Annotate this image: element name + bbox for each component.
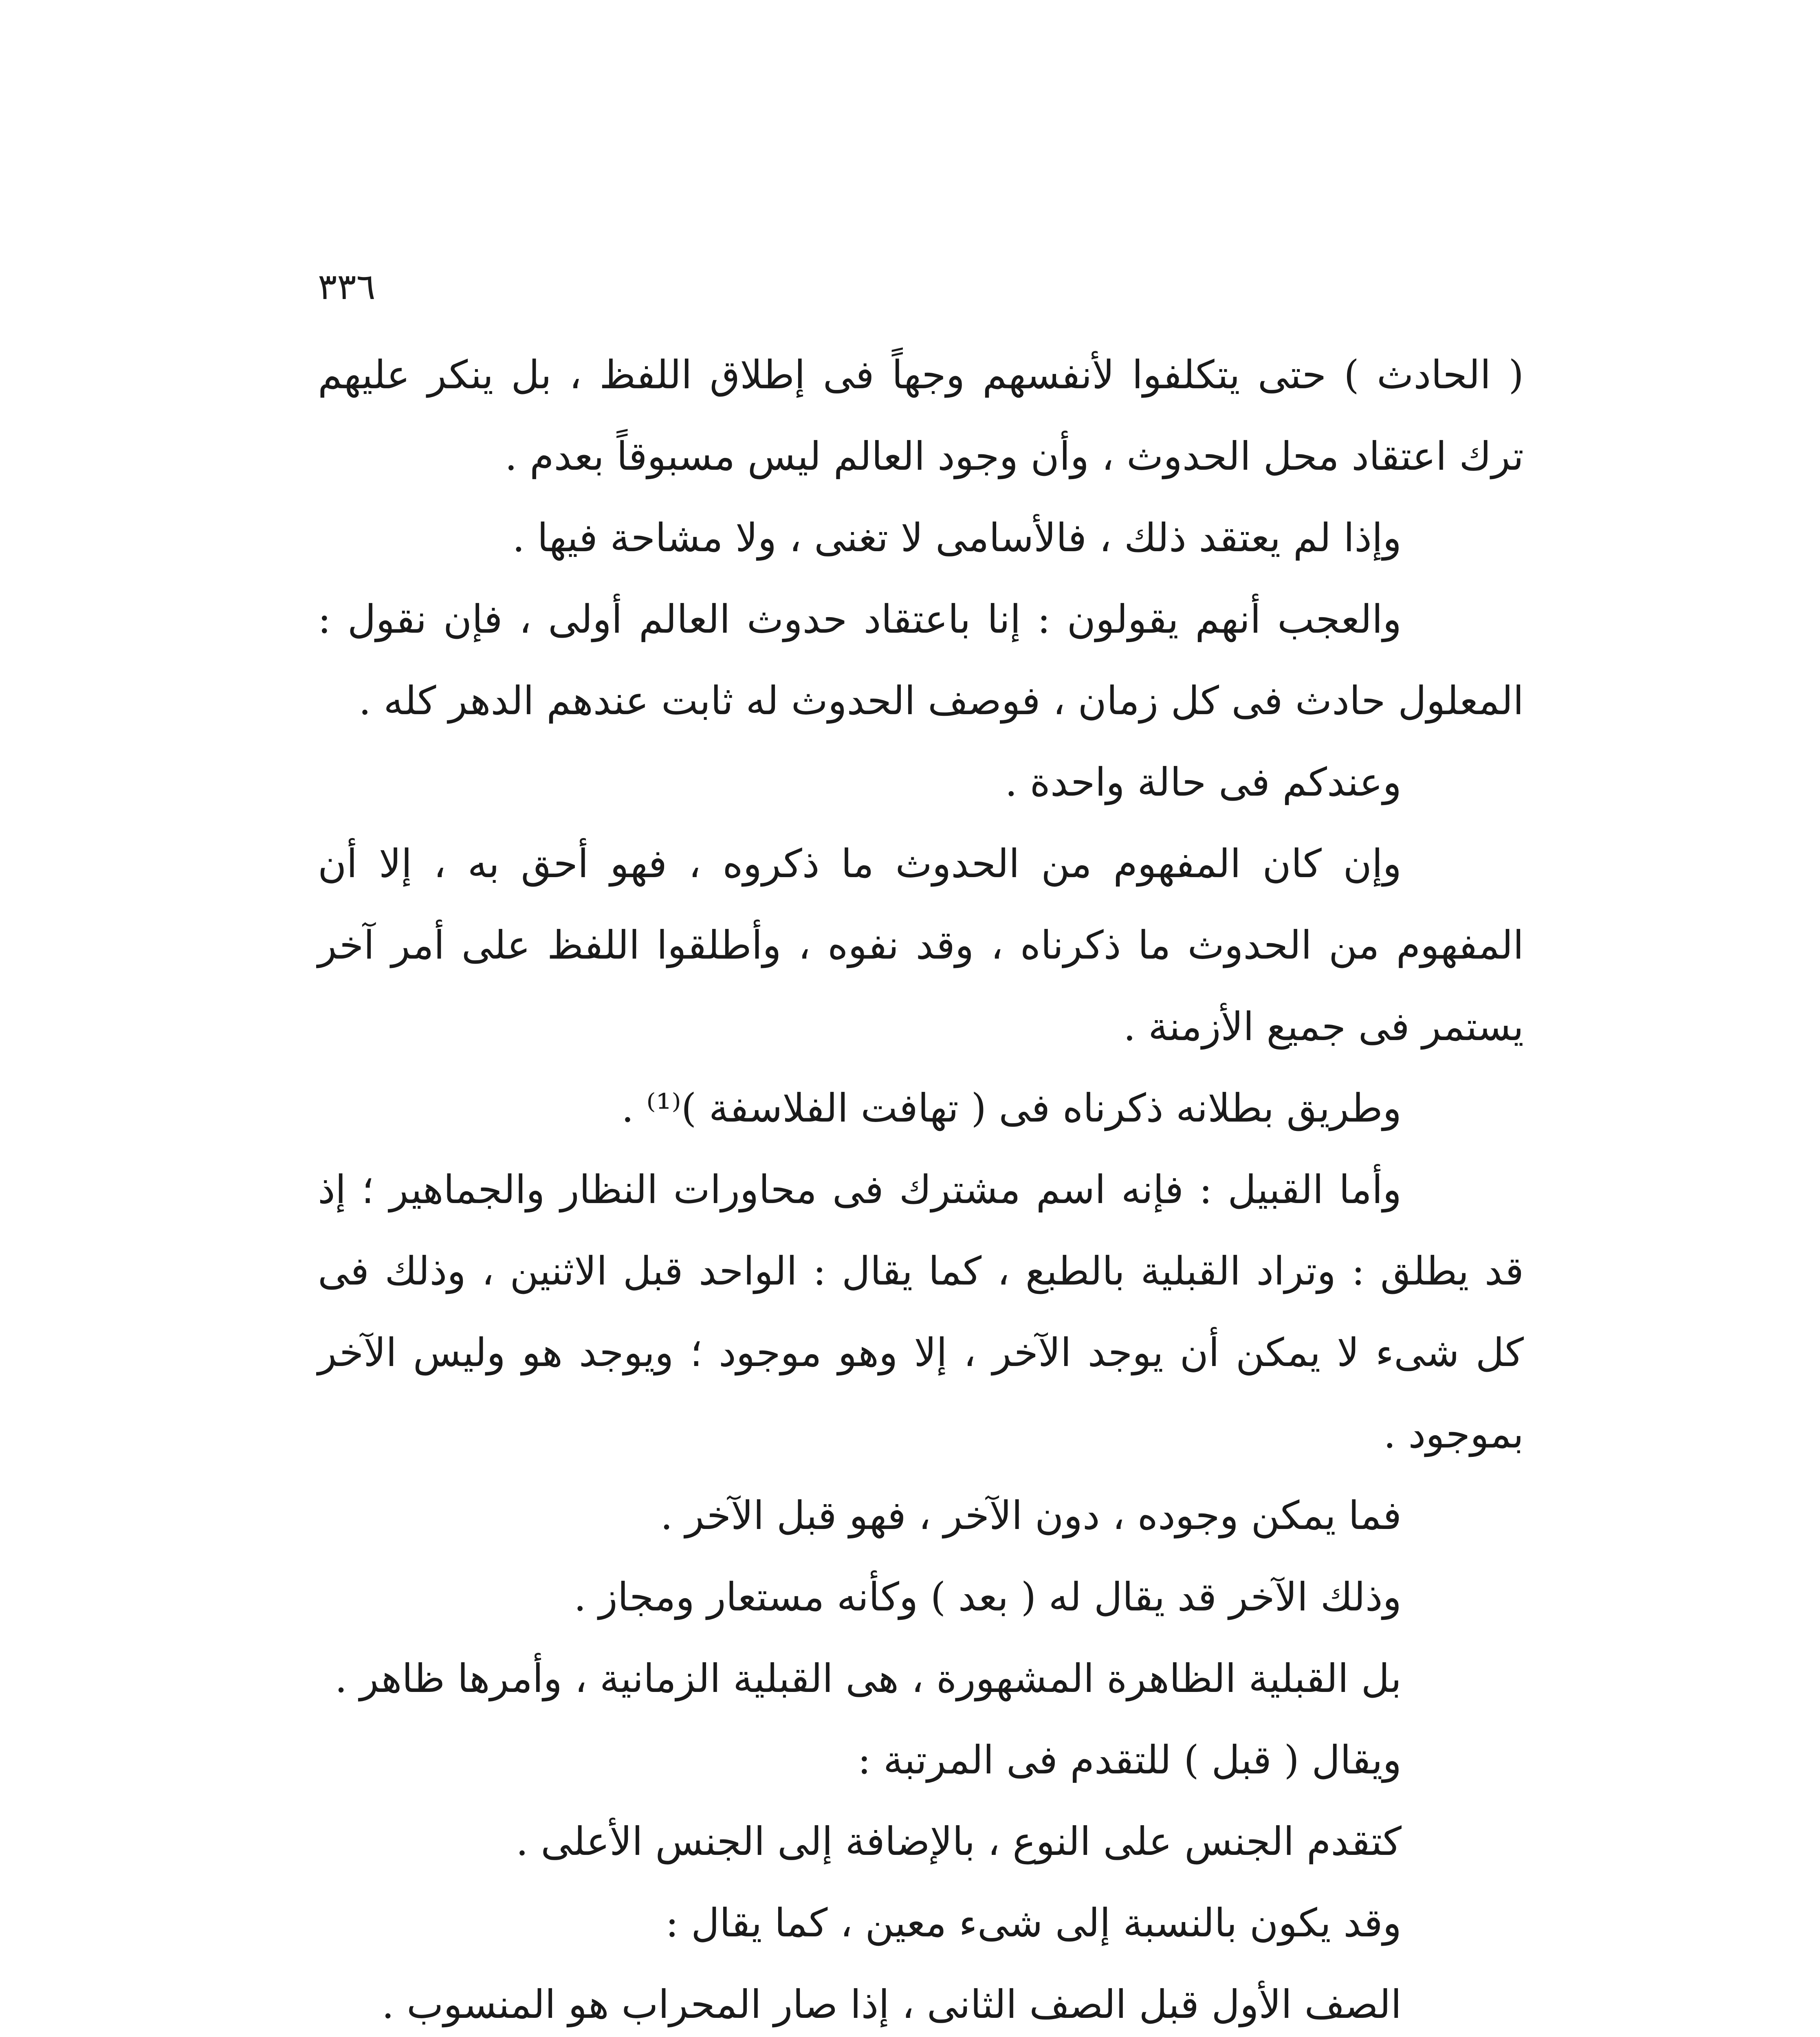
paragraph: ويقال ( قبل ) للتقدم فى المرتبة :	[858, 1737, 1402, 1783]
paragraph: وذلك الآخر قد يقال له ( بعد ) وكأنه مستعار ومجاز .	[574, 1574, 1402, 1620]
body-text	[318, 334, 1524, 2037]
paragraph: وإذا لم يعتقد ذلك ، فالأسامى لا تغنى ، ولا مشاحة فيها .	[512, 515, 1402, 561]
paragraph: والعجب أنهم يقولون : إنا باعتقاد حدوث العالم أولى ، فإن نقول : المعلول حادث فى كل زمان ، فوصف الحدوث له ثابت عندهم الدهر كله .	[318, 596, 1524, 724]
paragraph: وقد يكون بالنسبة إلى شىء معين ، كما يقال :	[665, 1900, 1402, 1946]
paragraph: الصف الأول قبل الصف الثانى ، إذا صار المحراب هو المنسوب .	[381, 1982, 1402, 2027]
paragraph: ( الحادث ) حتى يتكلفوا لأنفسهم وجهاً فى إطلاق اللفظ ، بل ينكر عليهم ترك اعتقاد محل الحدوث ، وأن وجود العالم ليس مسبوقاً بعدم .	[318, 352, 1524, 479]
paragraph-with-footnote-ref: وطريق بطلانه ذكرناه فى ( تهافت الفلاسفة )⁽¹⁾ .	[621, 1085, 1402, 1131]
paragraph: وإن كان المفهوم من الحدوث ما ذكروه ، فهو أحق به ، إلا أن المفهوم من الحدوث ما ذكرناه ، وقد نفوه ، وأطلقوا اللفظ على أمر آخر يستمر فى جميع الأزمنة .	[318, 841, 1524, 1049]
paragraph: بل القبلية الظاهرة المشهورة ، هى القبلية الزمانية ، وأمرها ظاهر .	[335, 1656, 1402, 1701]
paragraph: كتقدم الجنس على النوع ، بالإضافة إلى الجنس الأعلى .	[516, 1819, 1402, 1864]
paragraph: وعندكم فى حالة واحدة .	[1005, 759, 1402, 805]
paragraph: وأما القبيل : فإنه اسم مشترك فى محاورات النظار والجماهير ؛ إذ قد يطلق : وتراد القبلية بالطبع ، كما يقال : الواحد قبل الاثنين ، وذلك فى كل شىء لا يمكن أن يوجد الآخر ، إلا وهو موجود ؛ ويوجد هو وليس الآخر بموجود .	[318, 1167, 1524, 1457]
page-number: ٣٣٦	[318, 266, 376, 308]
paragraph: فما يمكن وجوده ، دون الآخر ، فهو قبل الآخر .	[660, 1493, 1402, 1538]
